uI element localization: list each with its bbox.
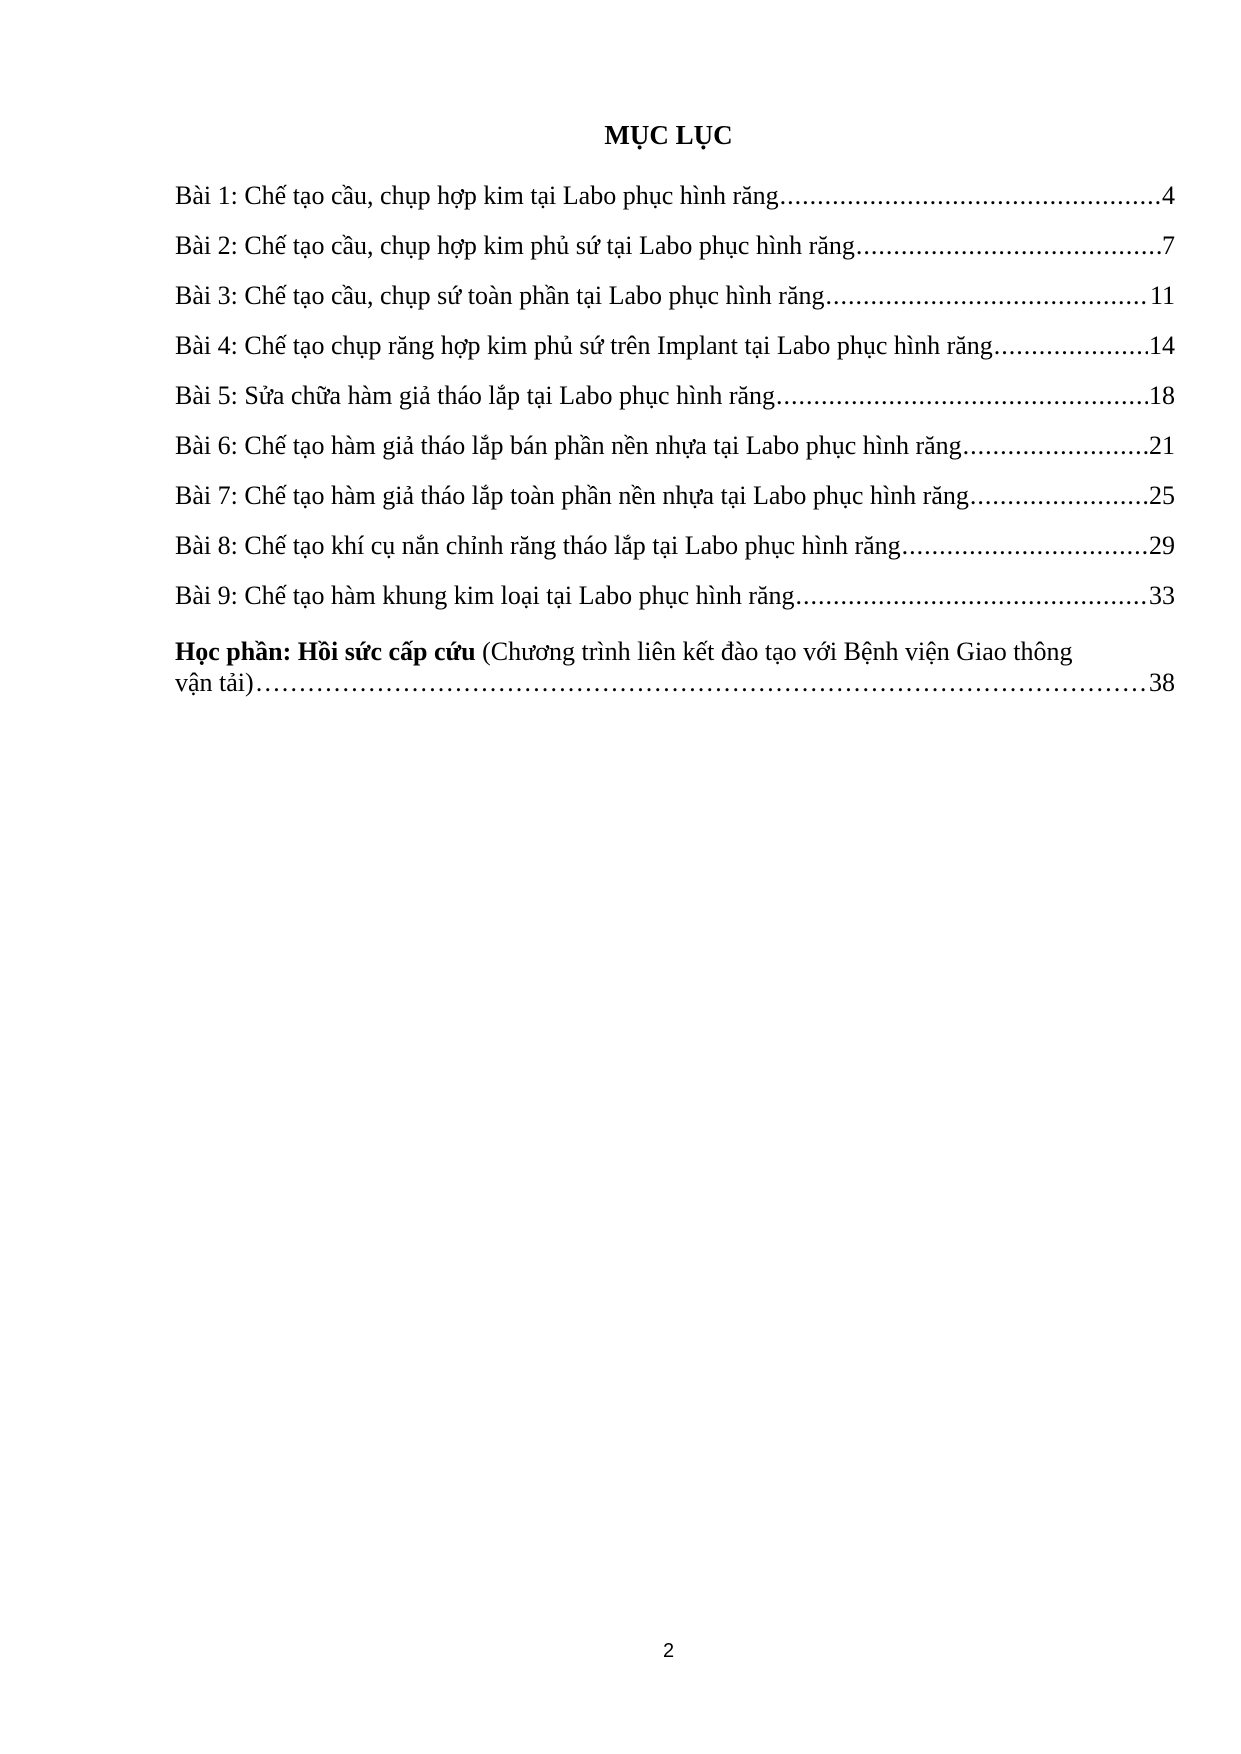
toc-entry-label: Bài 1: Chế tạo cầu, chụp hợp kim tại Labo phục hình răng bbox=[175, 181, 779, 210]
toc-entry-lesson-9[interactable] bbox=[175, 581, 1175, 631]
page-number: 2 bbox=[662, 1640, 675, 1662]
toc-module-title: Học phần: Hồi sức cấp cứu bbox=[175, 637, 476, 666]
toc-entry-page: 25 bbox=[1149, 481, 1175, 510]
toc-entry-module[interactable] bbox=[175, 636, 1175, 698]
toc-entry-label: Bài 3: Chế tạo cầu, chụp sứ toàn phần tại Labo phục hình răng bbox=[175, 281, 825, 310]
dot-leader bbox=[963, 431, 1148, 461]
toc-entry-page: 11 bbox=[1149, 281, 1175, 310]
dot-leader bbox=[780, 181, 1161, 211]
toc-entry-lesson-7[interactable] bbox=[175, 481, 1175, 531]
toc-module-line-2 bbox=[175, 667, 1175, 698]
toc-entry-label: Bài 8: Chế tạo khí cụ nắn chỉnh răng tháo lắp tại Labo phục hình răng bbox=[175, 531, 901, 560]
toc-entry-lesson-8[interactable] bbox=[175, 531, 1175, 581]
page-title: MỤC LỤC bbox=[604, 120, 733, 150]
toc-entry-lesson-1[interactable] bbox=[175, 181, 1175, 231]
toc-entry-label: Bài 4: Chế tạo chụp răng hợp kim phủ sứ trên Implant tại Labo phục hình răng bbox=[175, 331, 993, 360]
toc-entry-page: 21 bbox=[1149, 431, 1175, 460]
dot-leader bbox=[796, 581, 1148, 611]
toc-entry-lesson-5[interactable] bbox=[175, 381, 1175, 431]
toc-entry-lesson-6[interactable] bbox=[175, 431, 1175, 481]
toc-entry-page: 29 bbox=[1149, 531, 1175, 560]
toc-entry-page: 18 bbox=[1149, 381, 1175, 410]
dot-leader bbox=[994, 331, 1148, 361]
toc-entry-label: Bài 7: Chế tạo hàm giả tháo lắp toàn phần nền nhựa tại Labo phục hình răng bbox=[175, 481, 969, 510]
toc-entry-page: 38 bbox=[1149, 668, 1175, 697]
toc-entry-page: 7 bbox=[1162, 231, 1175, 260]
toc-entry-page: 33 bbox=[1149, 581, 1175, 610]
toc-entry-page: 14 bbox=[1149, 331, 1175, 360]
dot-leader bbox=[825, 281, 1148, 311]
toc-entry-label: Bài 6: Chế tạo hàm giả tháo lắp bán phần nền nhựa tại Labo phục hình răng bbox=[175, 431, 962, 460]
toc-module-description-cont: vận tải) bbox=[175, 668, 254, 697]
toc-entry-label: Bài 9: Chế tạo hàm khung kim loại tại Labo phục hình răng bbox=[175, 581, 795, 610]
toc-entry-page: 4 bbox=[1162, 181, 1175, 210]
toc-entry-lesson-2[interactable] bbox=[175, 231, 1175, 281]
toc-module-description: (Chương trình liên kết đào tạo với Bệnh viện Giao thông bbox=[475, 637, 1073, 666]
toc-entry-label: Bài 2: Chế tạo cầu, chụp hợp kim phủ sứ tại Labo phục hình răng bbox=[175, 231, 855, 260]
dot-leader bbox=[970, 481, 1148, 511]
table-of-contents bbox=[175, 181, 1175, 698]
dot-leader bbox=[902, 531, 1148, 561]
toc-module-line-1 bbox=[175, 636, 1175, 667]
toc-entry-label: Bài 5: Sửa chữa hàm giả tháo lắp tại Labo phục hình răng bbox=[175, 381, 776, 410]
toc-entry-lesson-4[interactable] bbox=[175, 331, 1175, 381]
dot-leader bbox=[776, 381, 1148, 411]
dot-leader bbox=[255, 667, 1148, 698]
dot-leader bbox=[856, 231, 1161, 261]
toc-entry-lesson-3[interactable] bbox=[175, 281, 1175, 331]
